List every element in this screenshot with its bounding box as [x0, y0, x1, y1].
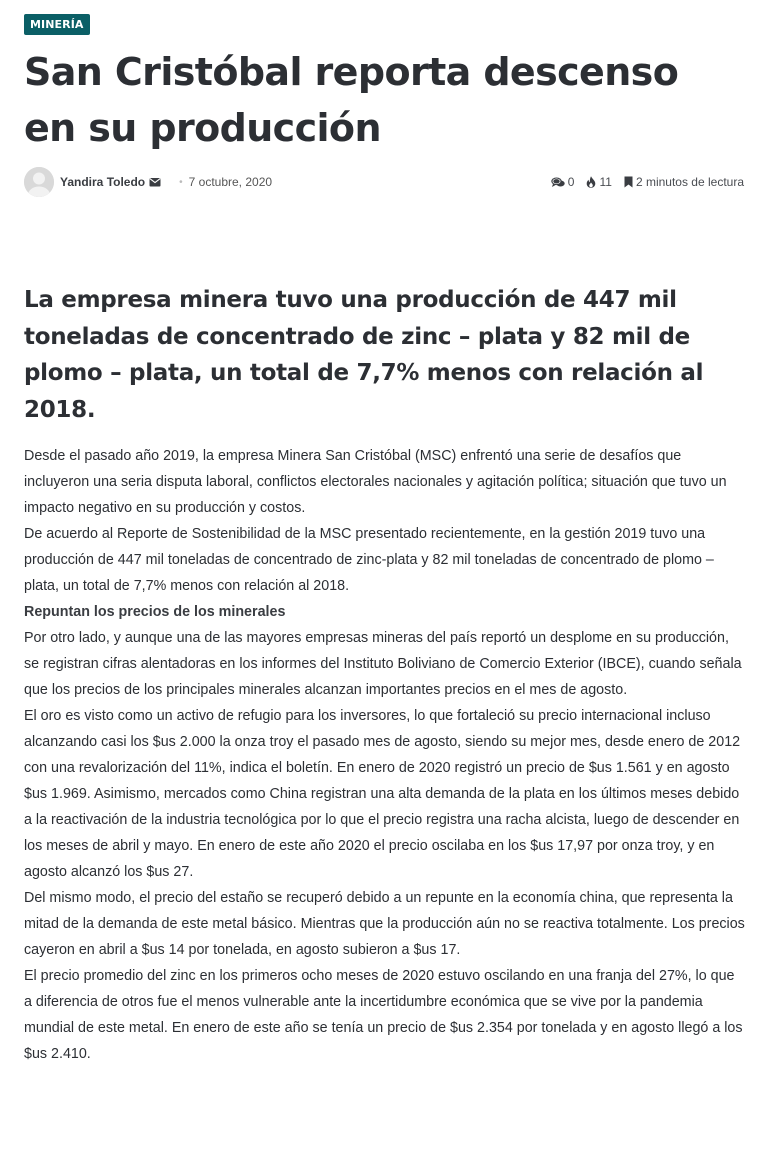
views-number: 11	[599, 175, 612, 189]
paragraph: Del mismo modo, el precio del estaño se recuperó debido a un repunte en la economía china, que representa la mitad de la demanda de este metal básico. Mientras que la producción aún no se reactiva totalmente. Los precios cayeron en abril a $us 14 por tonelada, en agosto subieron a $us 17.	[24, 890, 745, 958]
meta-separator: •	[179, 176, 183, 188]
comments-icon	[551, 177, 565, 188]
article-body	[24, 443, 746, 1067]
fire-icon	[586, 176, 596, 188]
comments-count[interactable]	[551, 175, 575, 189]
reading-time-label: 2 minutos de lectura	[635, 175, 744, 189]
envelope-icon[interactable]	[149, 176, 161, 188]
paragraph: El precio promedio del zinc en los primeros ocho meses de 2020 estuvo oscilando en una franja del 27%, lo que a diferencia de otros fue el menos vulnerable ante la incertidumbre económica que se vive por la pandemia mundial de este metal. En enero de este año se tenía un precio de $us 2.354 por tonelada y en agosto llegó a los $us 2.410.	[24, 968, 743, 1062]
comments-number: 0	[567, 175, 575, 189]
paragraph: Desde el pasado año 2019, la empresa Minera San Cristóbal (MSC) enfrentó una serie de desafíos que incluyeron una seria disputa laboral, conflictos electorales nacionales y agitación política; situación que tuvo un impacto negativo en su producción y costos.	[24, 448, 727, 516]
post-date: 7 octubre, 2020	[188, 175, 273, 189]
bookmark-icon	[624, 176, 633, 188]
user-avatar-icon[interactable]	[24, 167, 54, 197]
category-badge[interactable]: MINERÍA	[24, 14, 90, 35]
paragraph: De acuerdo al Reporte de Sostenibilidad de la MSC presentado recientemente, en la gestión 2019 tuvo una producción de 447 mil toneladas de concentrado de zinc-plata y 82 mil toneladas de concentrado de plomo – plata, un total de 7,7% menos con relación al 2018.	[24, 526, 714, 594]
article-meta	[24, 166, 744, 198]
reading-time	[624, 175, 744, 189]
section-heading: Repuntan los precios de los minerales	[24, 604, 286, 620]
author-name[interactable]: Yandira Toledo	[60, 175, 146, 189]
article-title: San Cristóbal reporta descenso en su producción	[24, 50, 679, 150]
meta-stats	[551, 175, 744, 189]
paragraph: Por otro lado, y aunque una de las mayores empresas mineras del país reportó un desplome en su producción, se registran cifras alentadoras en los informes del Instituto Boliviano de Comercio Exterior (IBCE), cuando señala que los precios de los principales minerales alcanzan importantes precios en el mes de agosto.	[24, 630, 742, 698]
views-count	[586, 175, 611, 189]
article-subtitle: La empresa minera tuvo una producción de 447 mil toneladas de concentrado de zinc – plata y 82 mil de plomo – plata, un total de 7,7% menos con relación al 2018.	[24, 287, 704, 423]
paragraph: El oro es visto como un activo de refugio para los inversores, lo que fortaleció su precio internacional incluso alcanzando casi los $us 2.000 la onza troy el pasado mes de agosto, siendo su mejor mes, desde enero de 2012 con una revalorización del 11%, indica el boletín. En enero de 2020 registró un precio de $us 1.561 y en agosto $us 1.969. Asimismo, mercados como China registran una alta demanda de la plata en los últimos meses debido a la reactivación de la industria tecnológica por lo que el precio registra una racha alcista, luego de descender en los meses de abril y mayo. En enero de este año 2020 el precio oscilaba en los $us 17,97 por onza troy, y en agosto alcanzó los $us 27.	[24, 708, 741, 880]
